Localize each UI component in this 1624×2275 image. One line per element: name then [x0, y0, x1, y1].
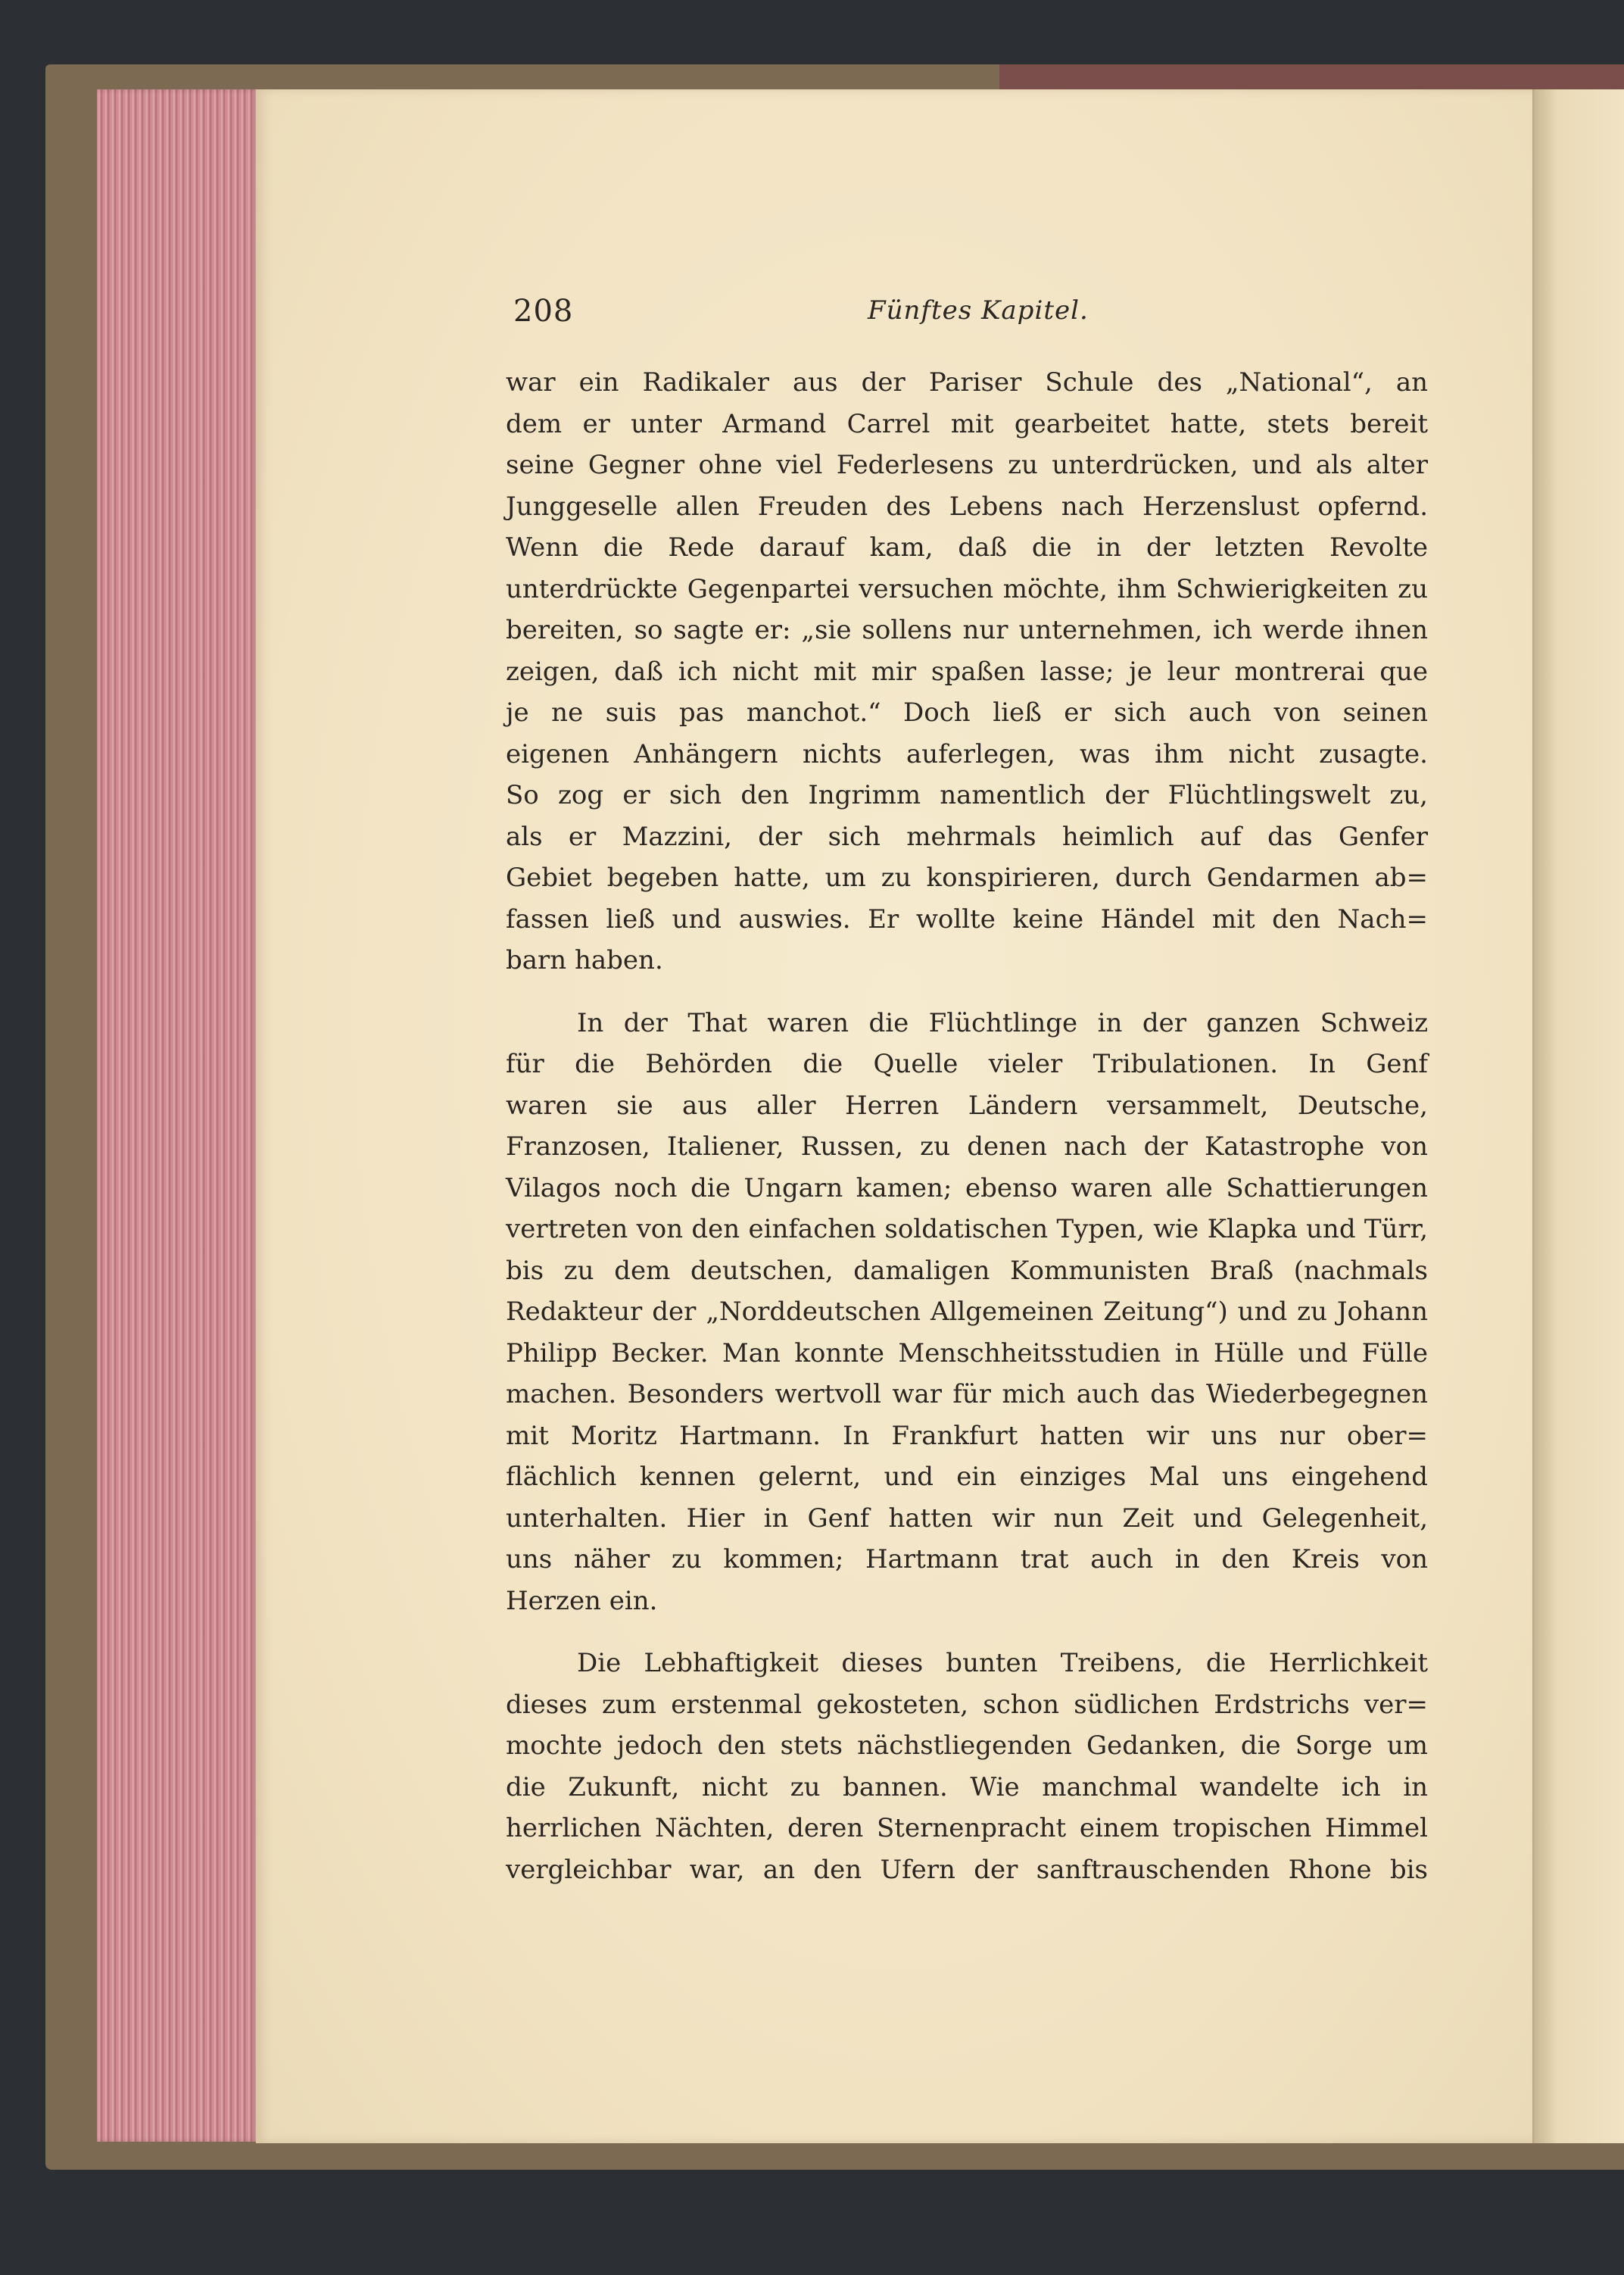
text-line: eigenen Anhängern nichts auferlegen, was ihm nicht zusagte. — [506, 738, 1428, 769]
paragraph — [506, 362, 1428, 981]
text-line: bis zu dem deutschen, damaligen Kommunisten Braß (nachmals — [506, 1255, 1428, 1286]
text-line: dem er unter Armand Carrel mit gearbeitet hatte, stets bereit — [506, 408, 1428, 439]
text-line: Wenn die Rede darauf kam, daß die in der letzten Revolte — [506, 532, 1428, 563]
paragraph — [506, 1643, 1428, 1890]
paragraph — [506, 1003, 1428, 1622]
running-head: Fünftes Kapitel. — [868, 295, 1089, 326]
paragraph-gap — [506, 1621, 1428, 1643]
text-line: flächlich kennen gelernt, und ein einziges Mal uns eingehend — [506, 1462, 1428, 1492]
text-line: mochte jedoch den stets nächstliegenden Gedanken, die Sorge um — [506, 1730, 1428, 1761]
text-line: unterhalten. Hier in Genf hatten wir nun Zeit und Gelegenheit, — [506, 1503, 1428, 1534]
facing-page-edge — [1535, 89, 1624, 2143]
text-line: war ein Radikaler aus der Pariser Schule des „National“, an — [506, 367, 1428, 398]
text-line: seine Gegner ohne viel Federlesens zu unterdrücken, und als alter — [506, 450, 1428, 480]
text-line: vergleichbar war, an den Ufern der sanftrauschenden Rhone bis — [506, 1854, 1428, 1885]
text-line: fassen ließ und auswies. Er wollte keine Händel mit den Nach= — [506, 903, 1428, 935]
text-line: waren sie aus aller Herren Ländern versammelt, Deutsche, — [506, 1090, 1428, 1121]
text-line: herrlichen Nächten, deren Sternenpracht einem tropischen Himmel — [506, 1813, 1428, 1843]
text-line: unterdrückte Gegenpartei versuchen möchte, ihm Schwierigkeiten zu — [506, 573, 1428, 604]
text-line: bereiten, so sagte er: „sie sollens nur unternehmen, ich werde ihnen — [506, 615, 1428, 645]
paragraph-gap — [506, 981, 1428, 1003]
text-line: So zog er sich den Ingrimm namentlich der Flüchtlingswelt zu, — [506, 780, 1428, 810]
text-line: uns näher zu kommen; Hartmann trat auch in den Kreis von — [506, 1544, 1428, 1574]
text-line: je ne suis pas manchot.“ Doch ließ er sich auch von seinen — [506, 697, 1428, 728]
text-line: Franzosen, Italiener, Russen, zu denen nach der Katastrophe von — [506, 1131, 1428, 1162]
page-header — [513, 294, 1422, 339]
text-line: dieses zum erstenmal gekosteten, schon südlichen Erdstrichs ver= — [506, 1689, 1428, 1720]
text-line: zeigen, daß ich nicht mit mir spaßen lasse; je leur montrerai que — [506, 656, 1428, 687]
text-line: Gebiet begeben hatte, um zu konspirieren, durch Gendarmen ab= — [506, 863, 1428, 893]
text-line: Die Lebhaftigkeit dieses bunten Treibens, die Herrlichkeit — [577, 1648, 1428, 1678]
text-line: mit Moritz Hartmann. In Frankfurt hatten wir uns nur ober= — [506, 1420, 1428, 1451]
text-line: vertreten von den einfachen soldatischen Typen, wie Klapka und Türr, — [506, 1214, 1428, 1244]
text-line: die Zukunft, nicht zu bannen. Wie manchmal wandelte ich in — [506, 1771, 1428, 1802]
text-line: Junggeselle allen Freuden des Lebens nach Herzenslust opfernd. — [506, 491, 1428, 522]
text-line: als er Mazzini, der sich mehrmals heimlich auf das Genfer — [506, 821, 1428, 852]
text-line: für die Behörden die Quelle vieler Tribulationen. In Genf — [506, 1049, 1428, 1079]
page-block-edges — [97, 89, 260, 2142]
text-line: In der That waren die Flüchtlinge in der ganzen Schweiz — [577, 1007, 1428, 1038]
text-line: Vilagos noch die Ungarn kamen; ebenso waren alle Schattierungen — [506, 1172, 1428, 1203]
text-line: barn haben. — [506, 945, 663, 975]
text-line: Redakteur der „Norddeutschen Allgemeinen Zeitung“) und zu Johann — [506, 1297, 1428, 1327]
text-line: machen. Besonders wertvoll war für mich auch das Wiederbegegnen — [506, 1379, 1428, 1409]
text-line: Herzen ein. — [506, 1585, 658, 1616]
page-number: 208 — [513, 294, 574, 329]
body-text — [506, 362, 1428, 1890]
text-line: Philipp Becker. Man konnte Menschheitsstudien in Hülle und Fülle — [506, 1337, 1428, 1368]
